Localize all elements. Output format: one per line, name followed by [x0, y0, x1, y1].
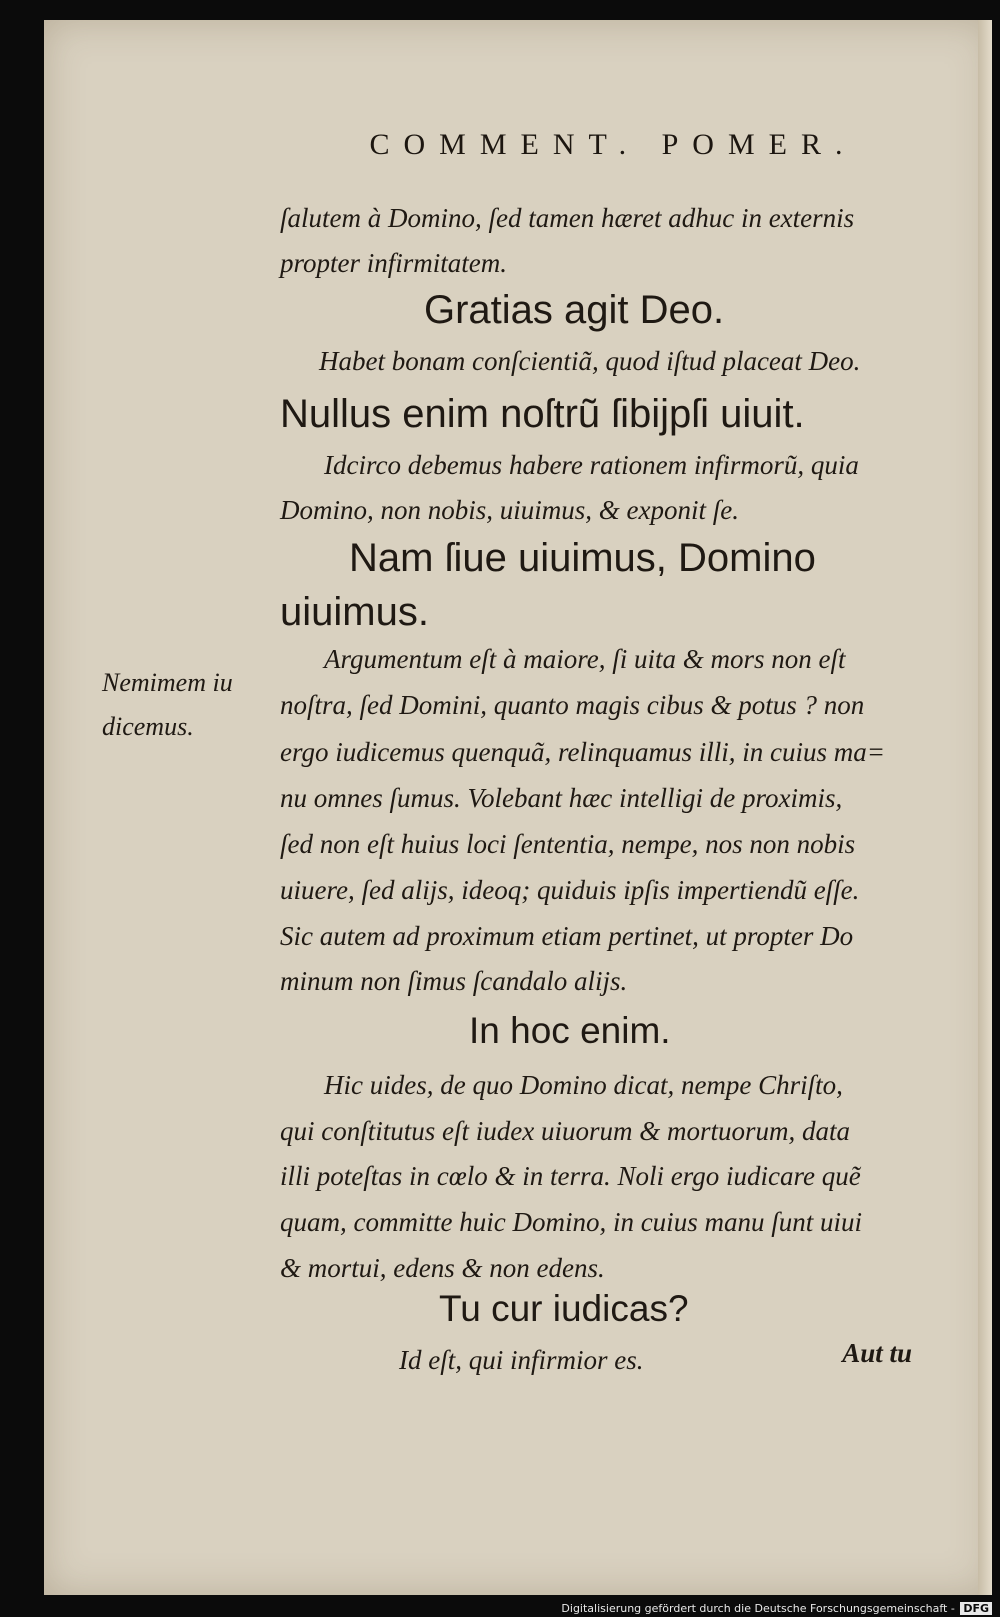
section-heading: Nullus enim noſtrũ ſibijpſi uiuit.	[280, 392, 805, 436]
text-line: Domino, non nobis, uiuimus, & exponit ſe.	[280, 495, 739, 525]
text-line: uiuere, ſed alijs, ideoq; quiduis ipſis impertiendũ eſſe.	[280, 875, 860, 905]
section-heading: Nam ſiue uiuimus, Domino	[349, 536, 816, 580]
text-line: nu omnes ſumus. Volebant hæc intelligi de proximis,	[280, 783, 843, 813]
text-line: qui conſtitutus eſt iudex uiuorum & mortuorum, data	[280, 1116, 850, 1146]
running-header: COMMENT. POMER.	[369, 128, 857, 161]
text-line: minum non ſimus ſcandalo alijs.	[280, 966, 628, 996]
page-edge	[978, 20, 992, 1595]
text-line: ſalutem à Domino, ſed tamen hæret adhuc in externis	[280, 203, 855, 233]
text-line: Habet bonam conſcientiã, quod iſtud placeat Deo.	[319, 346, 861, 376]
text-line: quam, committe huic Domino, in cuius manu ſunt uiui	[280, 1207, 862, 1237]
dfg-logo: DFG	[960, 1602, 992, 1615]
catchword: Aut tu	[842, 1338, 912, 1368]
text-line: Sic autem ad proximum etiam pertinet, ut propter Do	[280, 921, 854, 951]
section-heading: Gratias agit Deo.	[424, 288, 725, 332]
section-heading: Tu cur iudicas?	[439, 1288, 689, 1329]
text-line: & mortui, edens & non edens.	[280, 1253, 605, 1283]
text-line: ergo iudicemus quenquã, relinquamus illi, in cuius ma=	[280, 737, 885, 767]
margin-note: dicemus.	[102, 712, 194, 741]
section-heading: uiuimus.	[280, 590, 429, 634]
margin-note: Nemimem iu	[102, 668, 233, 697]
text-line: ſed non eſt huius loci ſententia, nempe, nos non nobis	[280, 829, 856, 859]
text-line: illi poteſtas in cœlo & in terra. Noli ergo iudicare quẽ	[280, 1161, 861, 1191]
text-line: noſtra, ſed Domini, quanto magis cibus & potus ? non	[280, 690, 865, 720]
section-heading: In hoc enim.	[469, 1010, 671, 1051]
book-page	[44, 20, 992, 1595]
digitization-credit	[561, 1602, 992, 1615]
text-line: Idcirco debemus habere rationem infirmorũ, quia	[324, 450, 859, 480]
credit-text: Digitalisierung gefördert durch die Deutsche Forschungsgemeinschaft -	[561, 1602, 955, 1615]
text-line: Argumentum eſt à maiore, ſi uita & mors non eſt	[324, 644, 846, 674]
text-line: propter infirmitatem.	[280, 248, 507, 278]
text-line: Id eſt, qui infirmior es.	[399, 1345, 644, 1375]
text-line: Hic uides, de quo Domino dicat, nempe Chriſto,	[324, 1070, 843, 1100]
